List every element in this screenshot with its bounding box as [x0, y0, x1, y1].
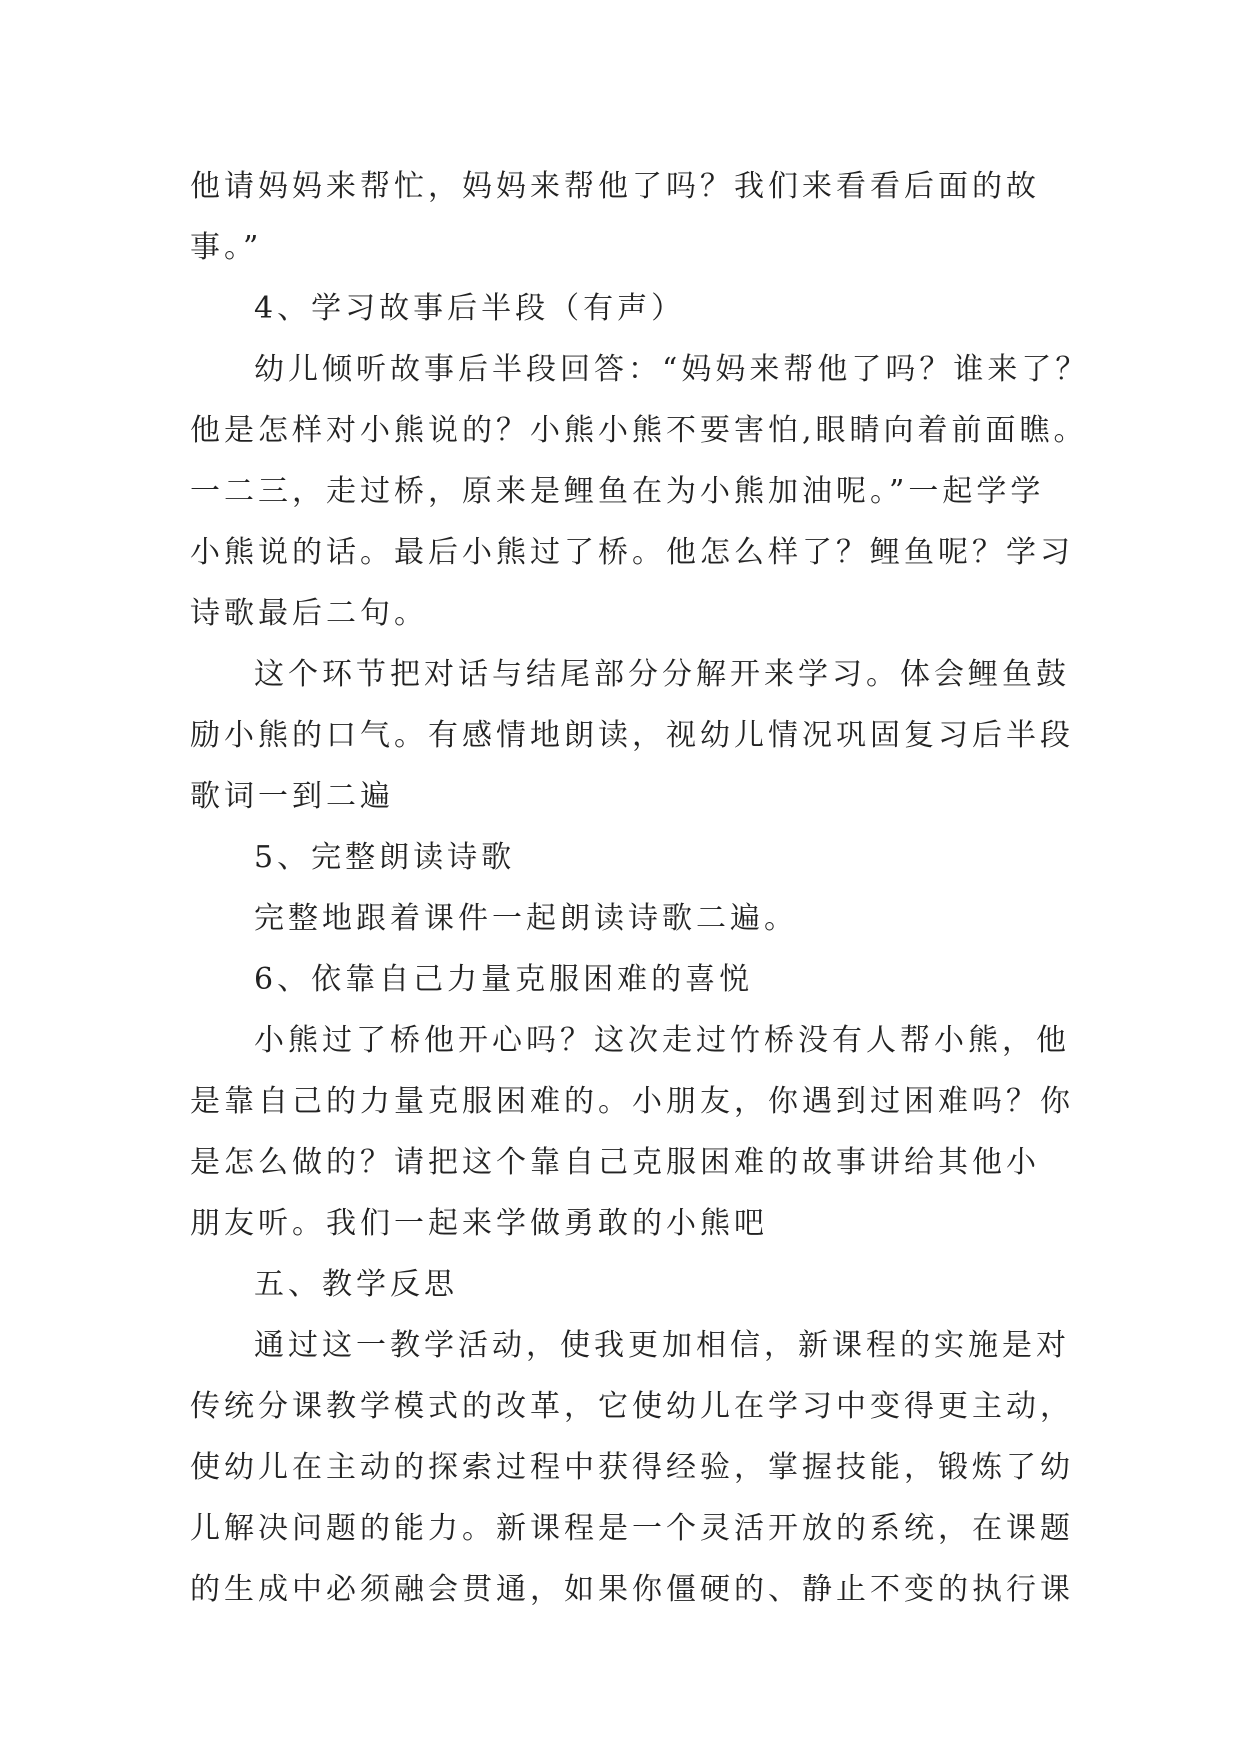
- text-line: 6、依靠自己力量克服困难的喜悦: [254, 962, 754, 997]
- paragraph: [190, 644, 1074, 827]
- text-line: 4、学习故事后半段（有声）: [254, 291, 686, 326]
- body-text: [190, 156, 1090, 1620]
- text-line: 的生成中必须融会贯通，如果你僵硬的、静止不变的执行课: [190, 1572, 1074, 1607]
- text-line: 这个环节把对话与结尾部分分解开来学习。体会鲤鱼鼓: [254, 657, 1070, 692]
- text-line: 励小熊的口气。有感情地朗读，视幼儿情况巩固复习后半段: [190, 718, 1074, 753]
- text-line: 一二三，走过桥，原来是鲤鱼在为小熊加油呢。”一起学学: [190, 474, 1045, 509]
- text-line: 他是怎样对小熊说的？小熊小熊不要害怕,眼睛向着前面瞧。: [190, 413, 1088, 448]
- text-line: 小熊过了桥他开心吗？这次走过竹桥没有人帮小熊，他: [254, 1023, 1070, 1058]
- text-line: 通过这一教学活动，使我更加相信，新课程的实施是对: [254, 1328, 1070, 1363]
- text-line: 是怎么做的？请把这个靠自己克服困难的故事讲给其他小: [190, 1145, 1040, 1180]
- text-line: 儿解决问题的能力。新课程是一个灵活开放的系统，在课题: [190, 1511, 1074, 1546]
- paragraph: [190, 1010, 1074, 1254]
- text-line: 他请妈妈来帮忙，妈妈来帮他了吗？我们来看看后面的故: [190, 169, 1040, 204]
- text-line: 幼儿倾听故事后半段回答：“妈妈来帮他了吗？谁来了？: [254, 352, 1090, 387]
- paragraph: [190, 278, 1050, 339]
- paragraph: [190, 1254, 1050, 1315]
- text-line: 诗歌最后二句。: [190, 596, 428, 631]
- text-line: 歌词一到二遍: [190, 779, 394, 814]
- text-line: 五、教学反思: [254, 1267, 458, 1302]
- paragraph: [190, 827, 1050, 888]
- text-line: 事。”: [190, 230, 263, 265]
- text-line: 是靠自己的力量克服困难的。小朋友，你遇到过困难吗？你: [190, 1084, 1074, 1119]
- text-line: 使幼儿在主动的探索过程中获得经验，掌握技能，锻炼了幼: [190, 1450, 1074, 1485]
- paragraph: [190, 1315, 1074, 1620]
- text-line: 完整地跟着课件一起朗读诗歌二遍。: [254, 901, 798, 936]
- text-line: 传统分课教学模式的改革，它使幼儿在学习中变得更主动，: [190, 1389, 1074, 1424]
- paragraph: [190, 339, 1090, 644]
- text-line: 5、完整朗读诗歌: [254, 840, 516, 875]
- paragraph: [190, 949, 1050, 1010]
- text-line: 朋友听。我们一起来学做勇敢的小熊吧: [190, 1206, 768, 1241]
- text-line: 小熊说的话。最后小熊过了桥。他怎么样了？鲤鱼呢？学习: [190, 535, 1074, 570]
- paragraph: [190, 888, 1050, 949]
- paragraph: [190, 156, 1050, 278]
